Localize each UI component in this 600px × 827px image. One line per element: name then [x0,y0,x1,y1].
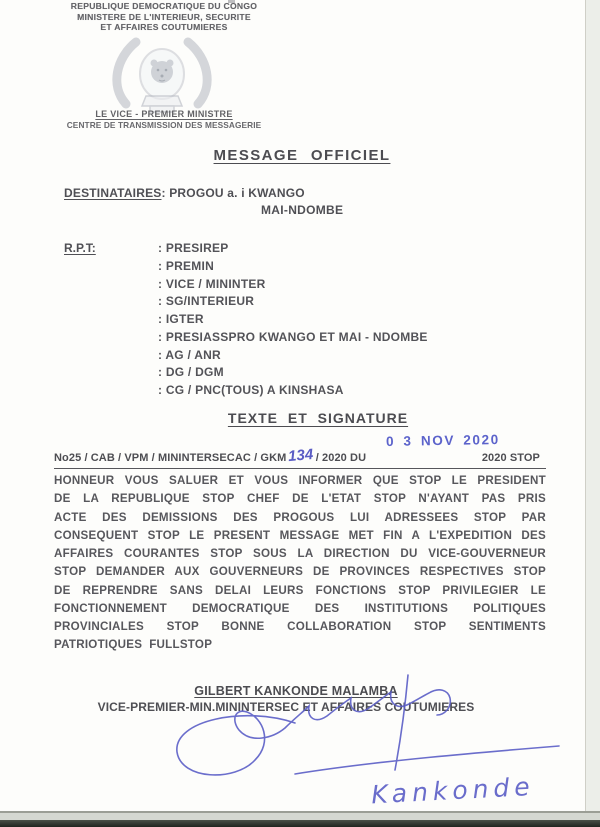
date-stamp: 0 3 NOV 2020 [385,432,500,449]
reference-line [54,445,546,469]
letterhead-ministry: MINISTERE DE L'INTERIEUR, SECURITE [77,11,251,22]
rpt-item: : IGTER [158,312,204,326]
body-line: ACTE DES DEMISSIONS DES PROGOUS LUI ADRESSEES STOP PAR [54,510,546,524]
section-title: TEXTE ET SIGNATURE [227,410,409,426]
reference-prefix: No25 / CAB / VPM / MININTERSECAC / GKM [54,452,287,464]
handwritten-name: Kankonde [370,771,536,810]
rpt-item: : VICE / MININTER [158,276,266,291]
body-line: PROVINCIALES STOP BONNE COLLABORATION STOP SENTIMENTS [54,620,546,633]
recipients-value: : PROGOU a. i KWANGO [161,186,305,200]
recipients-value-2: MAI-NDOMBE [261,203,344,217]
letterhead [18,1,310,33]
body-line: STOP DEMANDER AUX GOUVERNEURS DE PROVINCES RESPECTIVES STOP [54,565,546,579]
reference-suffix: 2020 STOP [481,452,540,464]
drc-coat-of-arms-icon [102,36,222,116]
body-line: PATRIOTIQUES FULLSTOP [54,638,213,652]
rpt-item: : SG/INTERIEUR [158,294,255,309]
body-line: DE REPRENDRE SANS DELAI LEURS FONCTIONS STOP PRIVILEGIER LE [54,583,546,597]
office-name: LE VICE - PREMIER MINISTRE [95,109,233,119]
rpt-item: : DG / DGM [158,365,224,380]
body-line: FONCTIONNEMENT DEMOCRATIQUE DES INSTITUTIONS POLITIQUES [54,601,546,615]
rpt-item: : PREMIN [158,258,214,273]
recipients-label: DESTINATAIRES [64,186,162,200]
body-line: HONNEUR VOUS SALUER ET VOUS INFORMER QUE STOP LE PRESIDENT [54,474,546,487]
scan-edge-strip [0,811,600,820]
document-title: MESSAGE OFFICIEL [213,147,391,164]
body-line: AFFAIRES COURANTES STOP SOUS LA DIRECTION DU VICE-GOUVERNEUR [54,547,546,560]
service-name: CENTRE DE TRANSMISSION DES MESSAGERIE [66,120,262,130]
body-line: CONSEQUENT STOP LE PRESENT MESSAGE MET FIN A L'EXPEDITION DES [54,528,546,542]
handwritten-number: 134 [287,445,315,466]
rpt-item: : CG / PNC(TOUS) A KINSHASA [158,383,344,397]
handwritten-signature [155,668,575,818]
message-body [54,472,546,655]
rpt-label: R.P.T: [64,241,96,255]
letterhead-ministry-2: ET AFFAIRES COUTUMIERES [100,22,228,32]
scan-dark-band [0,820,600,827]
signatory-name: GILBERT KANKONDE MALAMBA [194,684,398,698]
body-line: DE LA REPUBLIQUE STOP CHEF DE L'ETAT STOP N'AYANT PAS PRIS [54,492,546,506]
signatory-title: VICE-PREMIER-MIN.MININTERSEC ET AFFAIRES COUTUMIERES [97,700,475,714]
rpt-item: : PRESIREP [158,241,229,255]
rpt-item: : PRESIASSPRO KWANGO ET MAI - NDOMBE [158,329,428,344]
recipients-line [64,186,305,200]
rpt-item: : AG / ANR [158,347,221,362]
letterhead-country: REPUBLIQUE DEMOCRATIQUE DU CONGO [70,1,258,11]
rpt-list [158,240,428,400]
reference-middle: / 2020 DU [315,452,367,464]
